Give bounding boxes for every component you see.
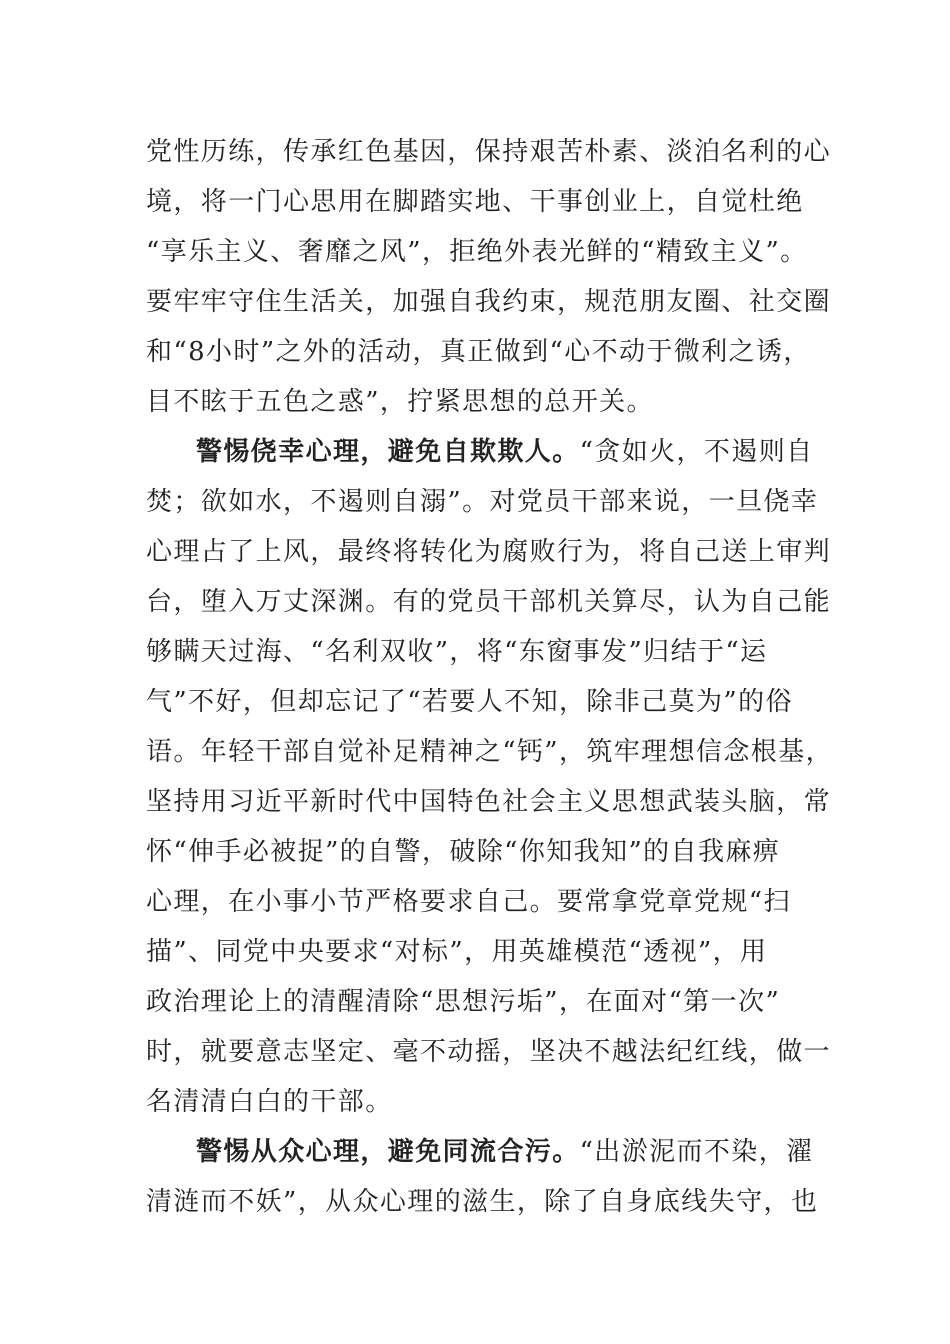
- paragraph-first-line: [196, 1127, 814, 1177]
- text-line: 目不眩于五色之惑”，拧紧思想的总开关。: [146, 387, 654, 417]
- paragraph-first-line: [196, 427, 814, 477]
- paragraph-heading: 警惕侥幸心理，避免自欺欺人。: [196, 437, 580, 467]
- text-line: 清涟而不妖”，从众心理的滋生，除了自身底线失守，也: [146, 1187, 819, 1217]
- text-line: 政治理论上的清醒清除“思想污垢”，在面对“第一次”: [146, 987, 781, 1017]
- text-line: 台，堕入万丈深渊。有的党员干部机关算尽，认为自己能: [146, 587, 832, 617]
- paragraph-heading: 警惕从众心理，避免同流合污。: [196, 1137, 580, 1167]
- text-line: 心理，在小事小节严格要求自己。要常拿党章党规“扫: [146, 887, 791, 917]
- text-line: 名清清白白的干部。: [146, 1087, 393, 1117]
- text-line: 党性历练，传承红色基因，保持艰苦朴素、淡泊名利的心: [146, 137, 832, 167]
- heading-continuation: “贪如火，不遏则自: [579, 437, 814, 467]
- text-line: 和“8小时”之外的活动，真正做到“心不动于微利之诱，: [146, 337, 811, 367]
- text-line: 要牢牢守住生活关，加强自我约束，规范朋友圈、社交圈: [146, 287, 832, 317]
- text-line: 怀“伸手必被捉”的自警，破除“你知我知”的自我麻痹: [146, 837, 781, 867]
- text-line: 时，就要意志坚定、毫不动摇，坚决不越法纪红线，做一: [146, 1037, 832, 1067]
- text-line: 焚；欲如水，不遏则自溺”。对党员干部来说，一旦侥幸: [146, 487, 819, 517]
- text-line: 语。年轻干部自觉补足精神之“钙”，筑牢理想信念根基，: [146, 737, 833, 767]
- text-line: 境，将一门心思用在脚踏实地、干事创业上，自觉杜绝: [146, 187, 804, 217]
- text-line: 够瞒天过海、“名利双收”，将“东窗事发”归结于“运: [146, 637, 768, 667]
- text-line: 心理占了上风，最终将转化为腐败行为，将自己送上审判: [146, 537, 832, 567]
- text-line: 坚持用习近平新时代中国特色社会主义思想武装头脑，常: [146, 787, 832, 817]
- text-line: 气”不好，但却忘记了“若要人不知，除非己莫为”的俗: [146, 687, 793, 717]
- text-line: “享乐主义、奢靡之风”，拒绝外表光鲜的“精致主义”。: [146, 237, 808, 267]
- text-line: 描”、同党中央要求“对标”，用英雄模范“透视”，用: [146, 937, 768, 967]
- heading-continuation: “出淤泥而不染，濯: [579, 1137, 814, 1167]
